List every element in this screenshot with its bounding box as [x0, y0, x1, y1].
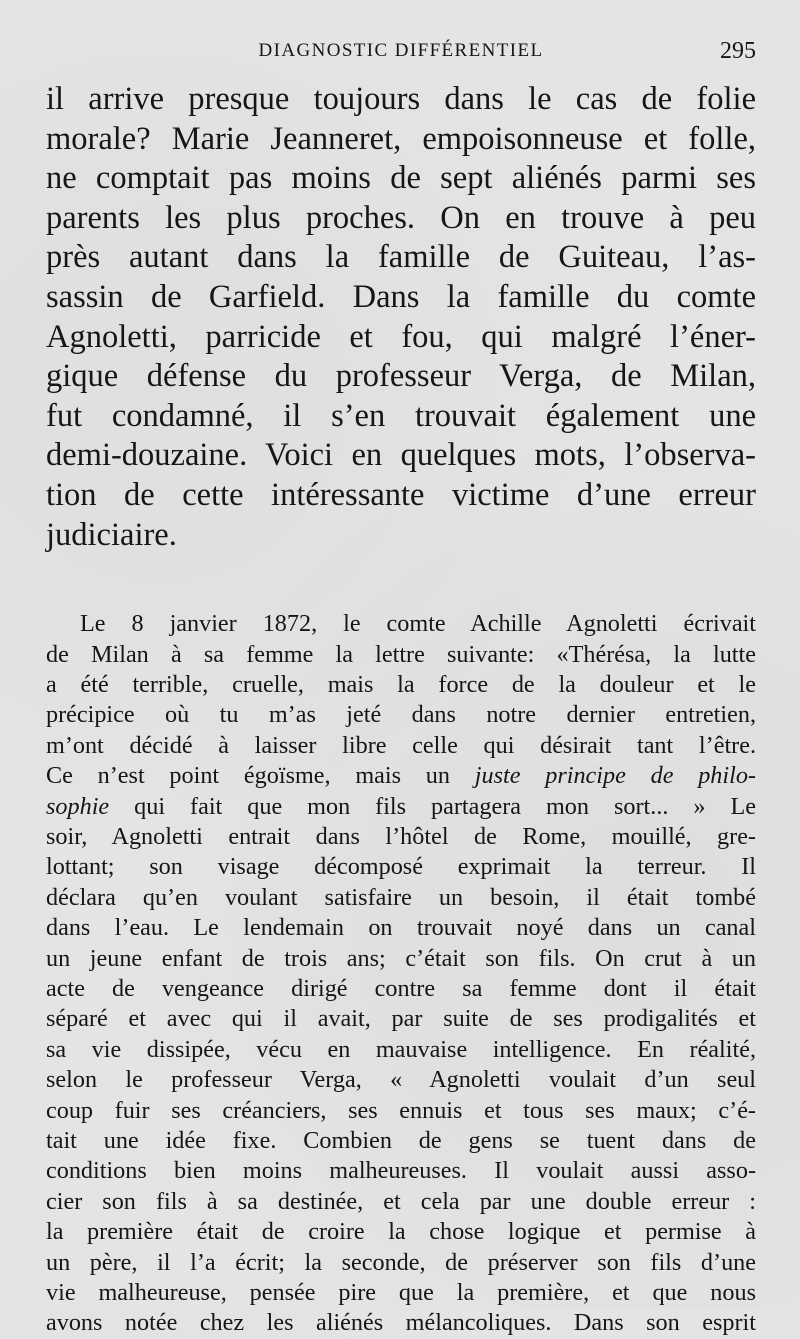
text-line: coup fuir ses créanciers, ses ennuis et tous ses maux; c’é-	[46, 1096, 756, 1124]
italic-phrase: juste principe de philo-	[474, 762, 756, 790]
text-line: près autant dans la famille de Guiteau, l’as-	[46, 239, 756, 276]
text-line: conditions bien moins malheureuses. Il voulait aussi asso-	[46, 1157, 756, 1185]
text-line: déclara qu’en voulant satisfaire un besoin, il était tombé	[46, 883, 756, 911]
text-line: un père, il l’a écrit; la seconde, de préserver son fils d’une	[46, 1248, 756, 1276]
text-line: la première était de croire la chose logique et permise à	[46, 1218, 756, 1246]
text-line: gique défense du professeur Verga, de Milan,	[46, 358, 756, 395]
paragraph-1	[46, 80, 756, 555]
text-line: sa vie dissipée, vécu en mauvaise intelligence. En réalité,	[46, 1035, 756, 1063]
italic-phrase: sophie	[46, 792, 110, 820]
text-line: soir, Agnoletti entrait dans l’hôtel de Rome, mouillé, gre-	[46, 822, 756, 850]
text-line: Le 8 janvier 1872, le comte Achille Agnoletti écrivait	[80, 610, 756, 638]
text-line: cier son fils à sa destinée, et cela par une double erreur :	[46, 1187, 756, 1215]
text-line: tion de cette intéressante victime d’une erreur	[46, 476, 756, 513]
running-title: DIAGNOSTIC DIFFÉRENTIEL	[258, 40, 544, 61]
text-line: séparé et avec qui il avait, par suite de ses prodigalités et	[46, 1005, 756, 1033]
text-line: ne comptait pas moins de sept aliénés parmi ses	[46, 160, 756, 197]
text-line: m’ont décidé à laisser libre celle qui désirait tant l’être.	[46, 731, 756, 759]
book-page	[46, 30, 756, 1339]
running-head	[46, 30, 756, 80]
text-line: fut condamné, il s’en trouvait également une	[46, 397, 756, 434]
text-segment: qui fait que mon fils partagera mon sort... » Le	[109, 792, 756, 820]
text-line: avons notée chez les aliénés mélancoliques. Dans son esprit	[46, 1309, 756, 1337]
text-line: lottant; son visage décomposé exprimait la terreur. Il	[46, 853, 756, 881]
text-line	[46, 761, 756, 791]
text-line: a été terrible, cruelle, mais la force de la douleur et le	[46, 670, 756, 698]
text-line: sassin de Garfield. Dans la famille du comte	[46, 278, 756, 315]
text-line: un jeune enfant de trois ans; c’était son fils. On crut à un	[46, 944, 756, 972]
text-line: dans l’eau. Le lendemain on trouvait noyé dans un canal	[46, 914, 756, 942]
text-segment: Ce n’est point égoïsme, mais un	[46, 762, 475, 790]
text-line: judiciaire.	[46, 516, 177, 553]
text-line: il arrive presque toujours dans le cas de folie	[46, 81, 756, 117]
text-line: morale? Marie Jeanneret, empoisonneuse et folle,	[46, 120, 756, 157]
text-line: tait une idée fixe. Combien de gens se tuent dans de	[46, 1127, 756, 1155]
text-line: de Milan à sa femme la lettre suivante: «Thérésa, la lutte	[46, 640, 756, 668]
text-line: vie malheureuse, pensée pire que la première, et que nous	[46, 1279, 756, 1307]
text-line: demi-douzaine. Voici en quelques mots, l’observa-	[46, 437, 756, 474]
text-line: Agnoletti, parricide et fou, qui malgré l’éner-	[46, 318, 756, 355]
text-line: précipice où tu m’as jeté dans notre dernier entretien,	[46, 701, 756, 729]
page-number: 295	[720, 38, 756, 64]
text-line: parents les plus proches. On en trouve à peu	[46, 199, 756, 236]
text-line	[46, 792, 756, 822]
text-line: selon le professeur Verga, « Agnoletti voulait d’un seul	[46, 1066, 756, 1094]
text-line: acte de vengeance dirigé contre sa femme dont il était	[46, 975, 756, 1002]
paragraph-2	[46, 609, 756, 1339]
